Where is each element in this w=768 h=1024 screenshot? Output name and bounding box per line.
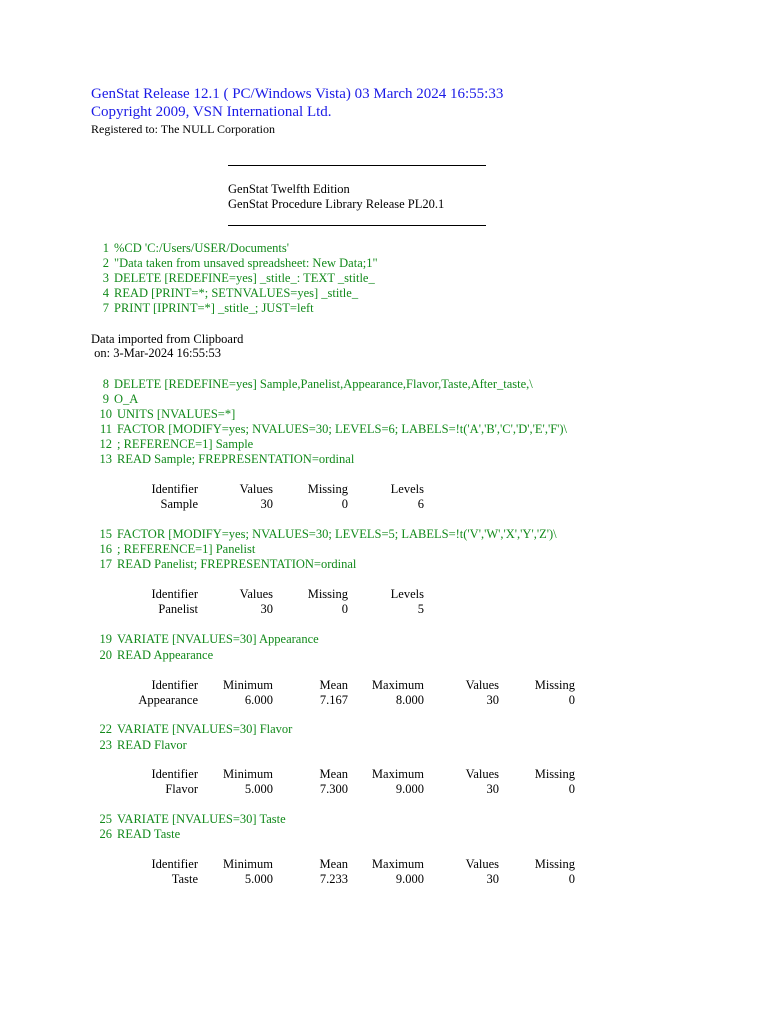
library-release-line: GenStat Procedure Library Release PL20.1: [228, 197, 445, 211]
table-cell: 0: [341, 602, 348, 616]
line-number: 25: [99, 812, 112, 826]
line-number: 16: [99, 542, 112, 556]
table-cell: Appearance: [138, 693, 198, 707]
table-cell: 0: [341, 497, 348, 511]
command-text: O_A: [114, 392, 139, 406]
table-cell: 5: [417, 602, 424, 616]
command-text: FACTOR [MODIFY=yes; NVALUES=30; LEVELS=6; LABELS=!t('A','B','C','D','E','F')\: [117, 422, 568, 436]
command-text: DELETE [REDEFINE=yes] Sample,Panelist,Appearance,Flavor,Taste,After_taste,\: [114, 377, 533, 391]
table-cell: 7.167: [319, 693, 348, 707]
line-number: 4: [102, 286, 109, 300]
line-number: 10: [99, 407, 112, 421]
table-cell: 30: [486, 782, 499, 796]
command-text: READ Flavor: [117, 738, 187, 752]
table-cell: 0: [568, 693, 575, 707]
table-cell: 30: [486, 872, 499, 886]
command-text: DELETE [REDEFINE=yes] _stitle_: TEXT _stitle_: [114, 271, 375, 285]
line-number: 17: [99, 557, 112, 571]
table-cell: 30: [260, 602, 273, 616]
table-cell: 6.000: [244, 693, 273, 707]
command-text: VARIATE [NVALUES=30] Taste: [117, 812, 286, 826]
table-header: Missing: [307, 587, 348, 601]
import-timestamp: on: 3-Mar-2024 16:55:53: [91, 346, 221, 360]
command-text: READ Appearance: [117, 648, 214, 662]
line-number: 1: [102, 241, 109, 255]
table-cell: 5.000: [244, 782, 273, 796]
table-header: Missing: [307, 482, 348, 496]
table-header: Levels: [390, 587, 424, 601]
line-number: 26: [99, 827, 112, 841]
table-header: Values: [465, 767, 499, 781]
command-text: READ Taste: [117, 827, 181, 841]
table-cell: 7.300: [319, 782, 348, 796]
command-text: ; REFERENCE=1] Sample: [117, 437, 254, 451]
command-text: VARIATE [NVALUES=30] Flavor: [117, 722, 293, 736]
line-number: 2: [102, 256, 109, 270]
table-header: Mean: [319, 857, 348, 871]
line-number: 11: [99, 422, 112, 436]
table-cell: 30: [260, 497, 273, 511]
line-number: 7: [102, 301, 109, 315]
table-cell: 7.233: [319, 872, 348, 886]
command-text: FACTOR [MODIFY=yes; NVALUES=30; LEVELS=5; LABELS=!t('V','W','X','Y','Z')\: [117, 527, 557, 541]
command-text: PRINT [IPRINT=*] _stitle_; JUST=left: [114, 301, 314, 315]
table-cell: 30: [486, 693, 499, 707]
line-number: 22: [99, 722, 112, 736]
table-header: Minimum: [222, 767, 273, 781]
table-header: Identifier: [151, 678, 198, 692]
command-text: READ Sample; FREPRESENTATION=ordinal: [117, 452, 355, 466]
table-cell: Panelist: [158, 602, 198, 616]
table-cell: 0: [568, 782, 575, 796]
copyright-line: Copyright 2009, VSN International Ltd.: [91, 104, 332, 120]
table-header: Missing: [534, 678, 575, 692]
command-text: VARIATE [NVALUES=30] Appearance: [117, 632, 319, 646]
line-number: 23: [99, 738, 112, 752]
table-header: Minimum: [222, 678, 273, 692]
command-text: ; REFERENCE=1] Panelist: [117, 542, 256, 556]
table-cell: 8.000: [395, 693, 424, 707]
divider-bottom: [228, 225, 486, 226]
table-header: Identifier: [151, 587, 198, 601]
table-header: Minimum: [222, 857, 273, 871]
table-header: Values: [239, 482, 273, 496]
table-cell: 9.000: [395, 782, 424, 796]
table-cell: 0: [568, 872, 575, 886]
line-number: 15: [99, 527, 112, 541]
command-text: READ [PRINT=*; SETNVALUES=yes] _stitle_: [114, 286, 359, 300]
table-cell: 6: [417, 497, 424, 511]
table-header: Mean: [319, 678, 348, 692]
table-header: Levels: [390, 482, 424, 496]
command-text: READ Panelist; FREPRESENTATION=ordinal: [117, 557, 357, 571]
table-header: Values: [465, 678, 499, 692]
line-number: 3: [102, 271, 109, 285]
import-source: Data imported from Clipboard: [91, 332, 244, 346]
line-number: 13: [99, 452, 112, 466]
table-header: Identifier: [151, 482, 198, 496]
command-text: "Data taken from unsaved spreadsheet: New Data;1": [114, 256, 378, 270]
line-number: 9: [102, 392, 109, 406]
table-header: Identifier: [151, 767, 198, 781]
registered-line: Registered to: The NULL Corporation: [91, 122, 275, 136]
release-line: GenStat Release 12.1 ( PC/Windows Vista) 03 March 2024 16:55:33: [91, 86, 504, 102]
table-header: Maximum: [371, 857, 424, 871]
edition-line: GenStat Twelfth Edition: [228, 182, 350, 196]
table-header: Maximum: [371, 767, 424, 781]
divider-top: [228, 165, 486, 166]
line-number: 12: [99, 437, 112, 451]
line-number: 20: [99, 648, 112, 662]
command-text: %CD 'C:/Users/USER/Documents': [114, 241, 289, 255]
table-cell: Sample: [160, 497, 198, 511]
table-header: Maximum: [371, 678, 424, 692]
table-cell: Flavor: [165, 782, 198, 796]
table-cell: Taste: [171, 872, 198, 886]
table-header: Mean: [319, 767, 348, 781]
line-number: 8: [102, 377, 109, 391]
command-text: UNITS [NVALUES=*]: [117, 407, 236, 421]
line-number: 19: [99, 632, 112, 646]
table-cell: 9.000: [395, 872, 424, 886]
table-header: Missing: [534, 857, 575, 871]
table-header: Identifier: [151, 857, 198, 871]
table-cell: 5.000: [244, 872, 273, 886]
table-header: Values: [239, 587, 273, 601]
table-header: Missing: [534, 767, 575, 781]
table-header: Values: [465, 857, 499, 871]
